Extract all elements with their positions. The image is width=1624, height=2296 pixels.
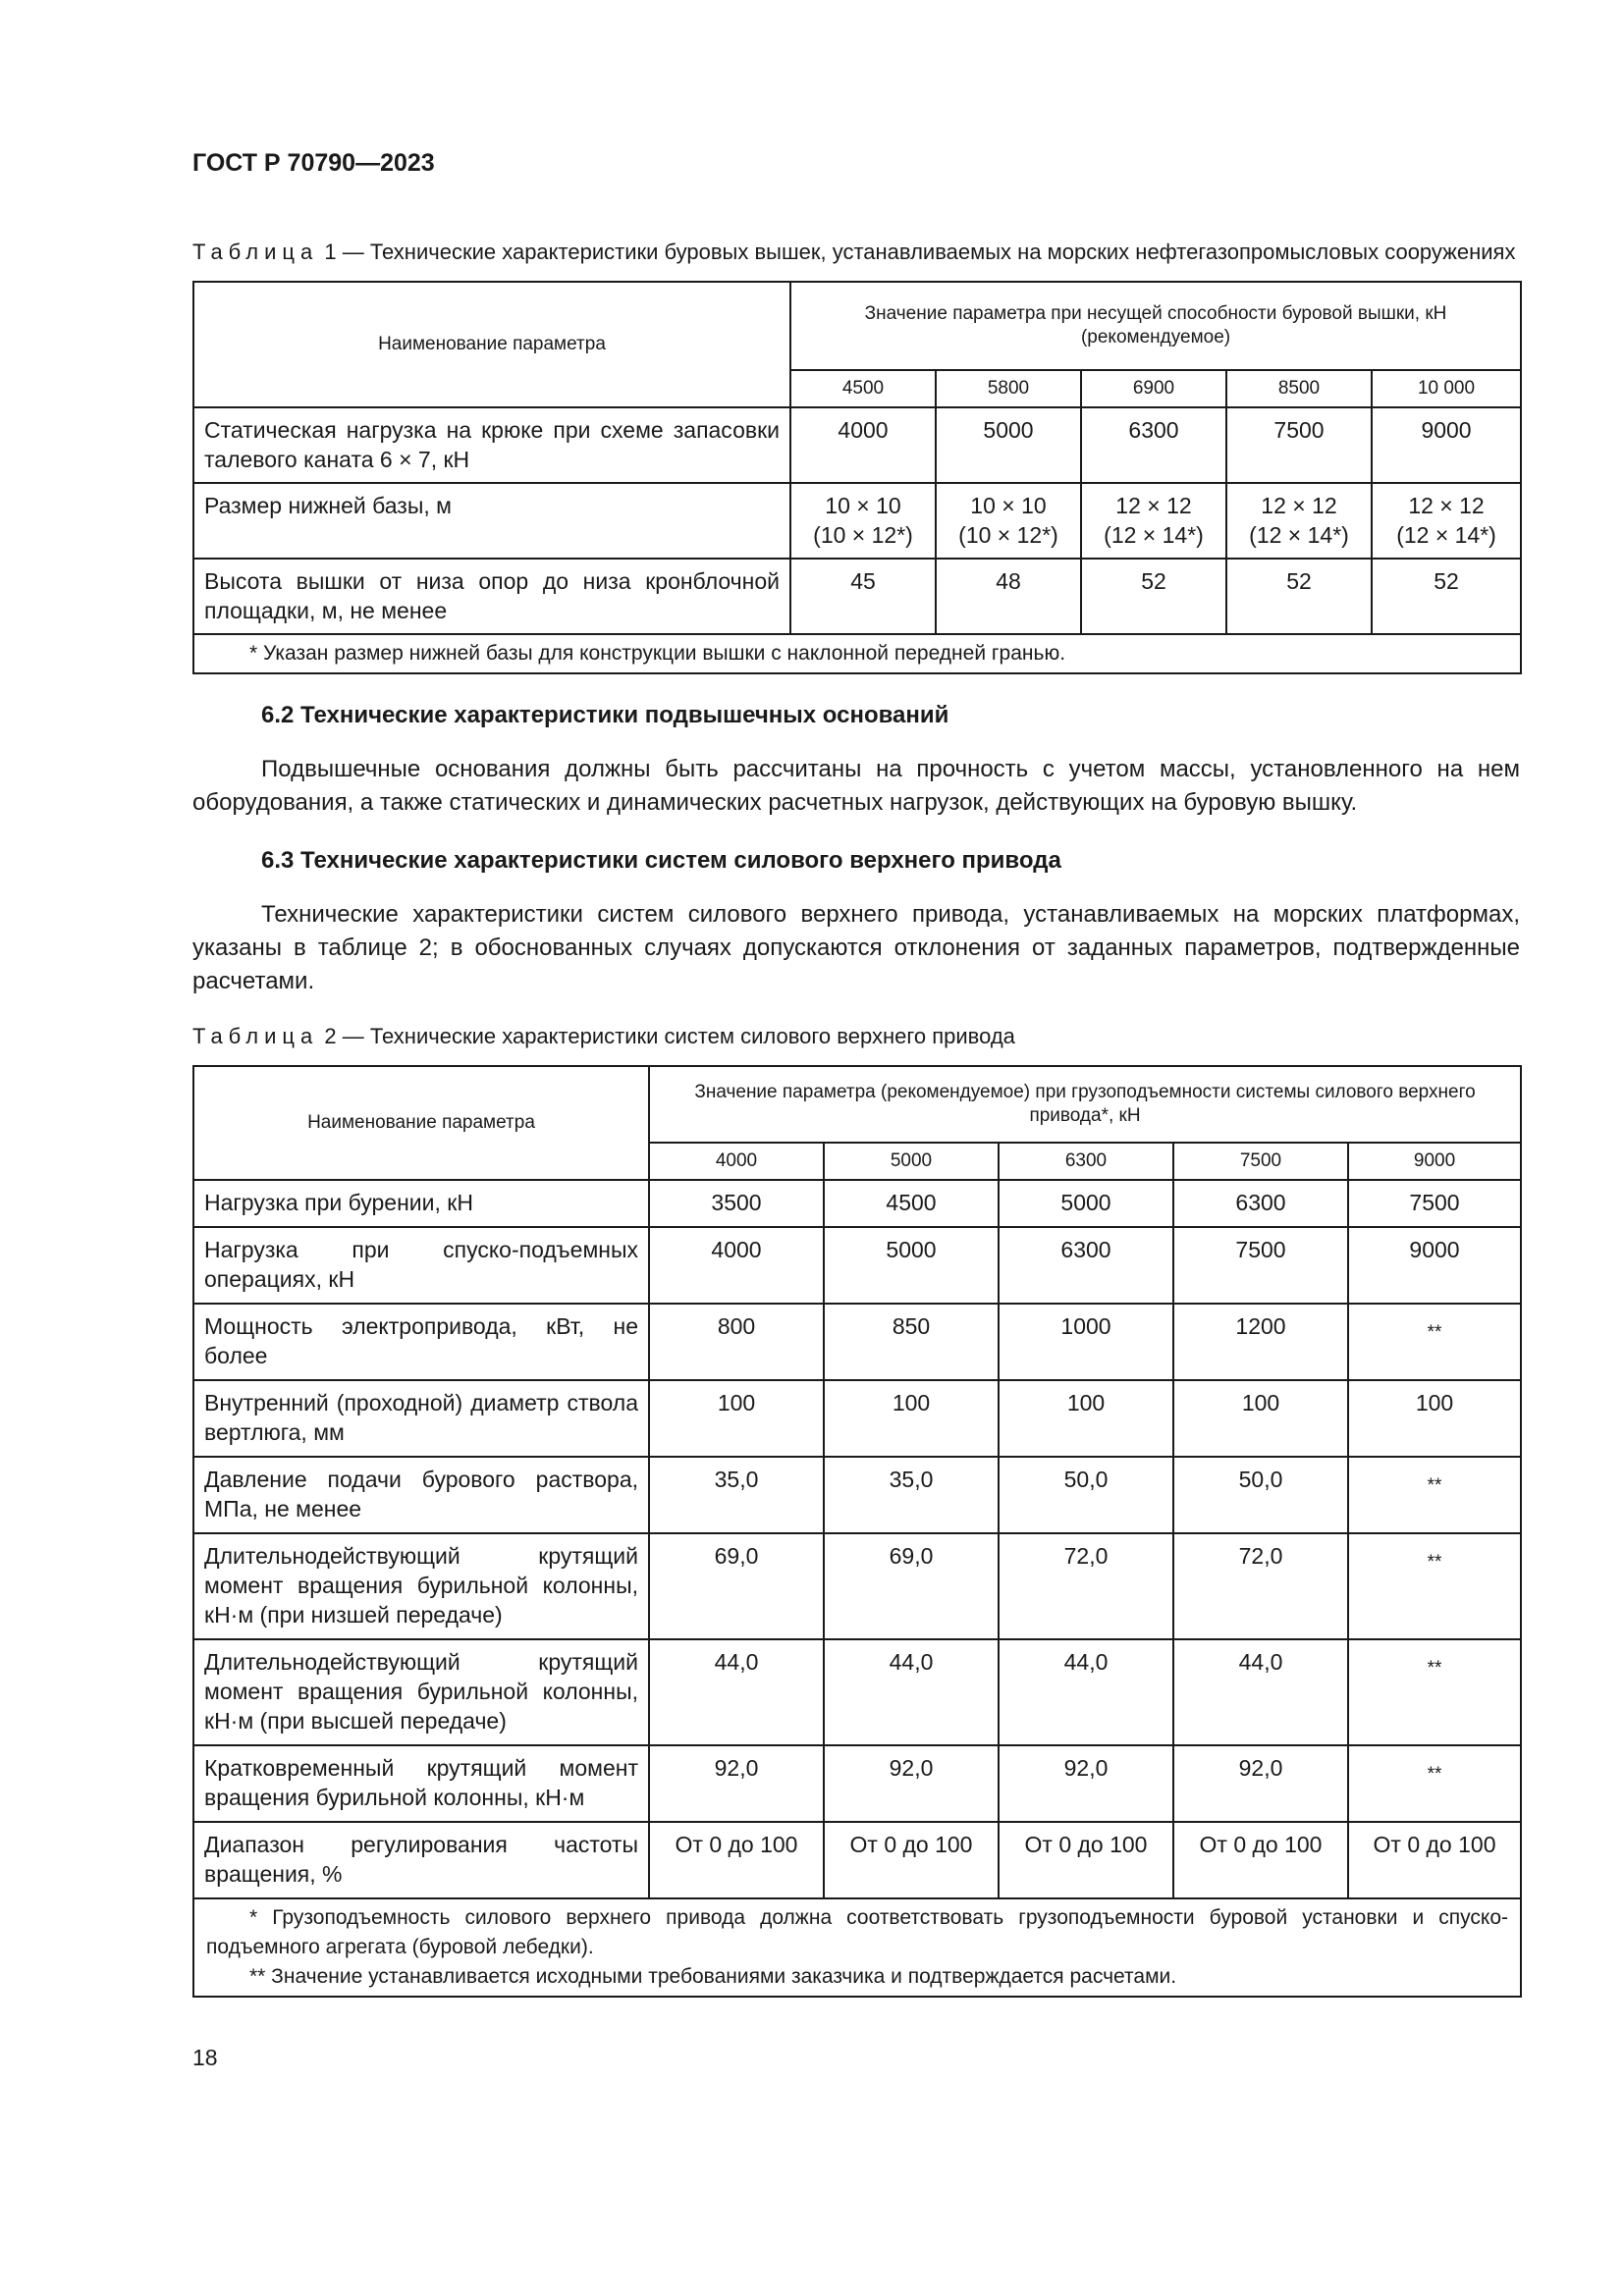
table2-row-name: Нагрузка при спуско-подъемных операциях, кН [193, 1227, 649, 1304]
table2-row-value: 800 [649, 1304, 824, 1380]
table1-row-name: Высота вышки от низа опор до низа кронблочной площадки, м, не менее [193, 559, 790, 634]
table1 [192, 281, 1522, 674]
table1-row [193, 407, 1521, 483]
table2-row-value: 44,0 [999, 1639, 1173, 1745]
table1-row-value: 9000 [1372, 407, 1521, 483]
table1-row-value-line: 12 × 12 [1115, 493, 1192, 518]
table2-row [193, 1180, 1521, 1227]
table1-footnote [193, 634, 1521, 673]
table2-row-name: Длительнодействующий крутящий момент вращения бурильной колонны, кН·м (при высшей передаче) [193, 1639, 649, 1745]
table2-row-value: 5000 [824, 1227, 999, 1304]
table1-row-value: 5000 [936, 407, 1081, 483]
table2-row-value: От 0 до 100 [649, 1822, 824, 1898]
table2-row-value: ** [1348, 1639, 1521, 1745]
table1-col-header: 5800 [936, 370, 1081, 407]
table2-row-name: Длительнодействующий крутящий момент вращения бурильной колонны, кН·м (при низшей передаче) [193, 1533, 649, 1639]
table2-row-value: 6300 [1173, 1180, 1348, 1227]
table1-row-name: Статическая нагрузка на крюке при схеме запасовки талевого каната 6 × 7, кН [193, 407, 790, 483]
table2-row-value: 44,0 [1173, 1639, 1348, 1745]
table1-row-name: Размер нижней базы, м [193, 483, 790, 559]
table1-row [193, 483, 1521, 559]
table2 [192, 1065, 1522, 1998]
table1-group-header: Значение параметра при несущей способности буровой вышки, кН (рекомендуемое) [790, 282, 1521, 370]
table2-row [193, 1533, 1521, 1639]
table2-row-value: 100 [1173, 1380, 1348, 1457]
table2-row [193, 1745, 1521, 1822]
table1-row-value-line: 12 × 12 [1408, 493, 1485, 518]
table1-row-value-line: 10 × 10 [970, 493, 1047, 518]
table2-caption-text: 2 — Технические характеристики систем силового верхнего привода [324, 1024, 1015, 1048]
table2-row-value: 9000 [1348, 1227, 1521, 1304]
table2-row-value: 44,0 [649, 1639, 824, 1745]
table1-row-value: 45 [790, 559, 936, 634]
table1-row-value-line: 10 × 10 [825, 493, 901, 518]
table2-row-value: 50,0 [999, 1457, 1173, 1533]
table2-row-name: Мощность электропривода, кВт, не более [193, 1304, 649, 1380]
table2-row-value: 5000 [999, 1180, 1173, 1227]
table2-row-value: 4500 [824, 1180, 999, 1227]
table2-row-name: Диапазон регулирования частоты вращения, % [193, 1822, 649, 1898]
table1-row-value: 4000 [790, 407, 936, 483]
table2-row-name: Нагрузка при бурении, кН [193, 1180, 649, 1227]
table2-row-value: От 0 до 100 [1348, 1822, 1521, 1898]
table2-row-value: 44,0 [824, 1639, 999, 1745]
table1-row-value: 52 [1226, 559, 1372, 634]
table2-name-header: Наименование параметра [193, 1066, 649, 1180]
table2-row-name: Давление подачи бурового раствора, МПа, не менее [193, 1457, 649, 1533]
table1-row-value: 6300 [1081, 407, 1226, 483]
table2-row-value: ** [1348, 1457, 1521, 1533]
table2-row-value: 92,0 [999, 1745, 1173, 1822]
table1-row-value [1226, 483, 1372, 559]
table2-row-value: 92,0 [824, 1745, 999, 1822]
table2-row-value: 7500 [1348, 1180, 1521, 1227]
table2-caption [192, 1022, 1520, 1051]
table2-row-name: Кратковременный крутящий момент вращения бурильной колонны, кН·м [193, 1745, 649, 1822]
table1-row-value [790, 483, 936, 559]
table1-footnote-text: * Указан размер нижней базы для конструкции вышки с наклонной передней гранью. [249, 642, 1066, 665]
table2-row [193, 1227, 1521, 1304]
section-6-3-paragraph: Технические характеристики систем силового верхнего привода, устанавливаемых на морских платформах, указаны в таблице 2; в обоснованных случаях допускаются отклонения от заданных параметров, подтвержденные расчетами. [192, 901, 1520, 994]
table2-row-value: 50,0 [1173, 1457, 1348, 1533]
document-page [192, 137, 1520, 2071]
table1-caption-label: Таблица [192, 240, 319, 264]
table2-footnote-text: ** Значение устанавливается исходными требованиями заказчика и подтверждается расчетами. [249, 1965, 1177, 1988]
table2-row [193, 1822, 1521, 1898]
table2-row-value: 6300 [999, 1227, 1173, 1304]
table2-row-value: ** [1348, 1745, 1521, 1822]
table1-row-value: 48 [936, 559, 1081, 634]
table2-row-value: 69,0 [649, 1533, 824, 1639]
table1-caption [192, 238, 1520, 267]
table2-row [193, 1304, 1521, 1380]
table2-row [193, 1457, 1521, 1533]
table2-row-value: 69,0 [824, 1533, 999, 1639]
table2-caption-label: Таблица [192, 1024, 319, 1048]
table1-row-value: 52 [1372, 559, 1521, 634]
table2-row-value: 100 [999, 1380, 1173, 1457]
table2-row-value: 850 [824, 1304, 999, 1380]
table2-row-value: 4000 [649, 1227, 824, 1304]
table2-footnotes [193, 1898, 1521, 1997]
table1-row-value [936, 483, 1081, 559]
table2-row-value: 100 [649, 1380, 824, 1457]
table1-col-header: 4500 [790, 370, 936, 407]
page-number: 18 [192, 2045, 218, 2070]
table2-row-value: 100 [824, 1380, 999, 1457]
table2-row-value: ** [1348, 1304, 1521, 1380]
table2-col-header: 7500 [1173, 1143, 1348, 1180]
table2-group-header: Значение параметра (рекомендуемое) при грузоподъемности системы силового верхнего привода*, кН [649, 1066, 1521, 1143]
table1-col-header: 10 000 [1372, 370, 1521, 407]
table2-row [193, 1639, 1521, 1745]
table2-row-value: ** [1348, 1533, 1521, 1639]
table2-row-value: 3500 [649, 1180, 824, 1227]
table2-row-value: 7500 [1173, 1227, 1348, 1304]
table2-row-value: 72,0 [999, 1533, 1173, 1639]
table1-caption-text: 1 — Технические характеристики буровых вышек, устанавливаемых на морских нефтегазопромысловых сооружениях [324, 240, 1516, 264]
table1-row [193, 559, 1521, 634]
table1-row-value-line: (10 × 12*) [813, 522, 913, 548]
table2-row-value: 92,0 [649, 1745, 824, 1822]
table1-col-header: 8500 [1226, 370, 1372, 407]
table2-row-value: 1000 [999, 1304, 1173, 1380]
table2-row-value: 1200 [1173, 1304, 1348, 1380]
table2-col-header: 5000 [824, 1143, 999, 1180]
table2-row-value: 35,0 [824, 1457, 999, 1533]
table1-name-header: Наименование параметра [193, 282, 790, 407]
table1-row-value: 52 [1081, 559, 1226, 634]
table1-row-value [1081, 483, 1226, 559]
section-6-2-paragraph: Подвышечные основания должны быть рассчитаны на прочность с учетом массы, установленного на нем оборудования, а также статических и динамических расчетных нагрузок, действующих на буровую вышку. [192, 756, 1520, 816]
table2-row-value: 92,0 [1173, 1745, 1348, 1822]
section-6-3-heading: 6.3 Технические характеристики систем силового верхнего привода [261, 847, 1061, 874]
table2-col-header: 4000 [649, 1143, 824, 1180]
table2-col-header: 6300 [999, 1143, 1173, 1180]
table2-row-value: От 0 до 100 [999, 1822, 1173, 1898]
table2-row-name: Внутренний (проходной) диаметр ствола вертлюга, мм [193, 1380, 649, 1457]
table2-row-value: 72,0 [1173, 1533, 1348, 1639]
table1-row-value [1372, 483, 1521, 559]
table2-row-value: От 0 до 100 [824, 1822, 999, 1898]
table1-row-value-line: (10 × 12*) [958, 522, 1058, 548]
table2-row [193, 1380, 1521, 1457]
table1-row-value-line: (12 × 14*) [1249, 522, 1349, 548]
table2-row-value: 35,0 [649, 1457, 824, 1533]
table2-footnote-text: * Грузоподъемность силового верхнего привода должна соответствовать грузоподъемности буровой установки и спуско-подъемного агрегата (буровой лебедки). [206, 1906, 1509, 1958]
table1-row-value-line: (12 × 14*) [1104, 522, 1204, 548]
table1-row-value-line: (12 × 14*) [1396, 522, 1496, 548]
table1-row-value-line: 12 × 12 [1261, 493, 1337, 518]
table1-row-value: 7500 [1226, 407, 1372, 483]
table2-row-value: 100 [1348, 1380, 1521, 1457]
document-header: ГОСТ Р 70790—2023 [192, 149, 435, 177]
section-6-2-heading: 6.2 Технические характеристики подвышечных оснований [261, 702, 949, 728]
table2-row-value: От 0 до 100 [1173, 1822, 1348, 1898]
table1-col-header: 6900 [1081, 370, 1226, 407]
table2-col-header: 9000 [1348, 1143, 1521, 1180]
